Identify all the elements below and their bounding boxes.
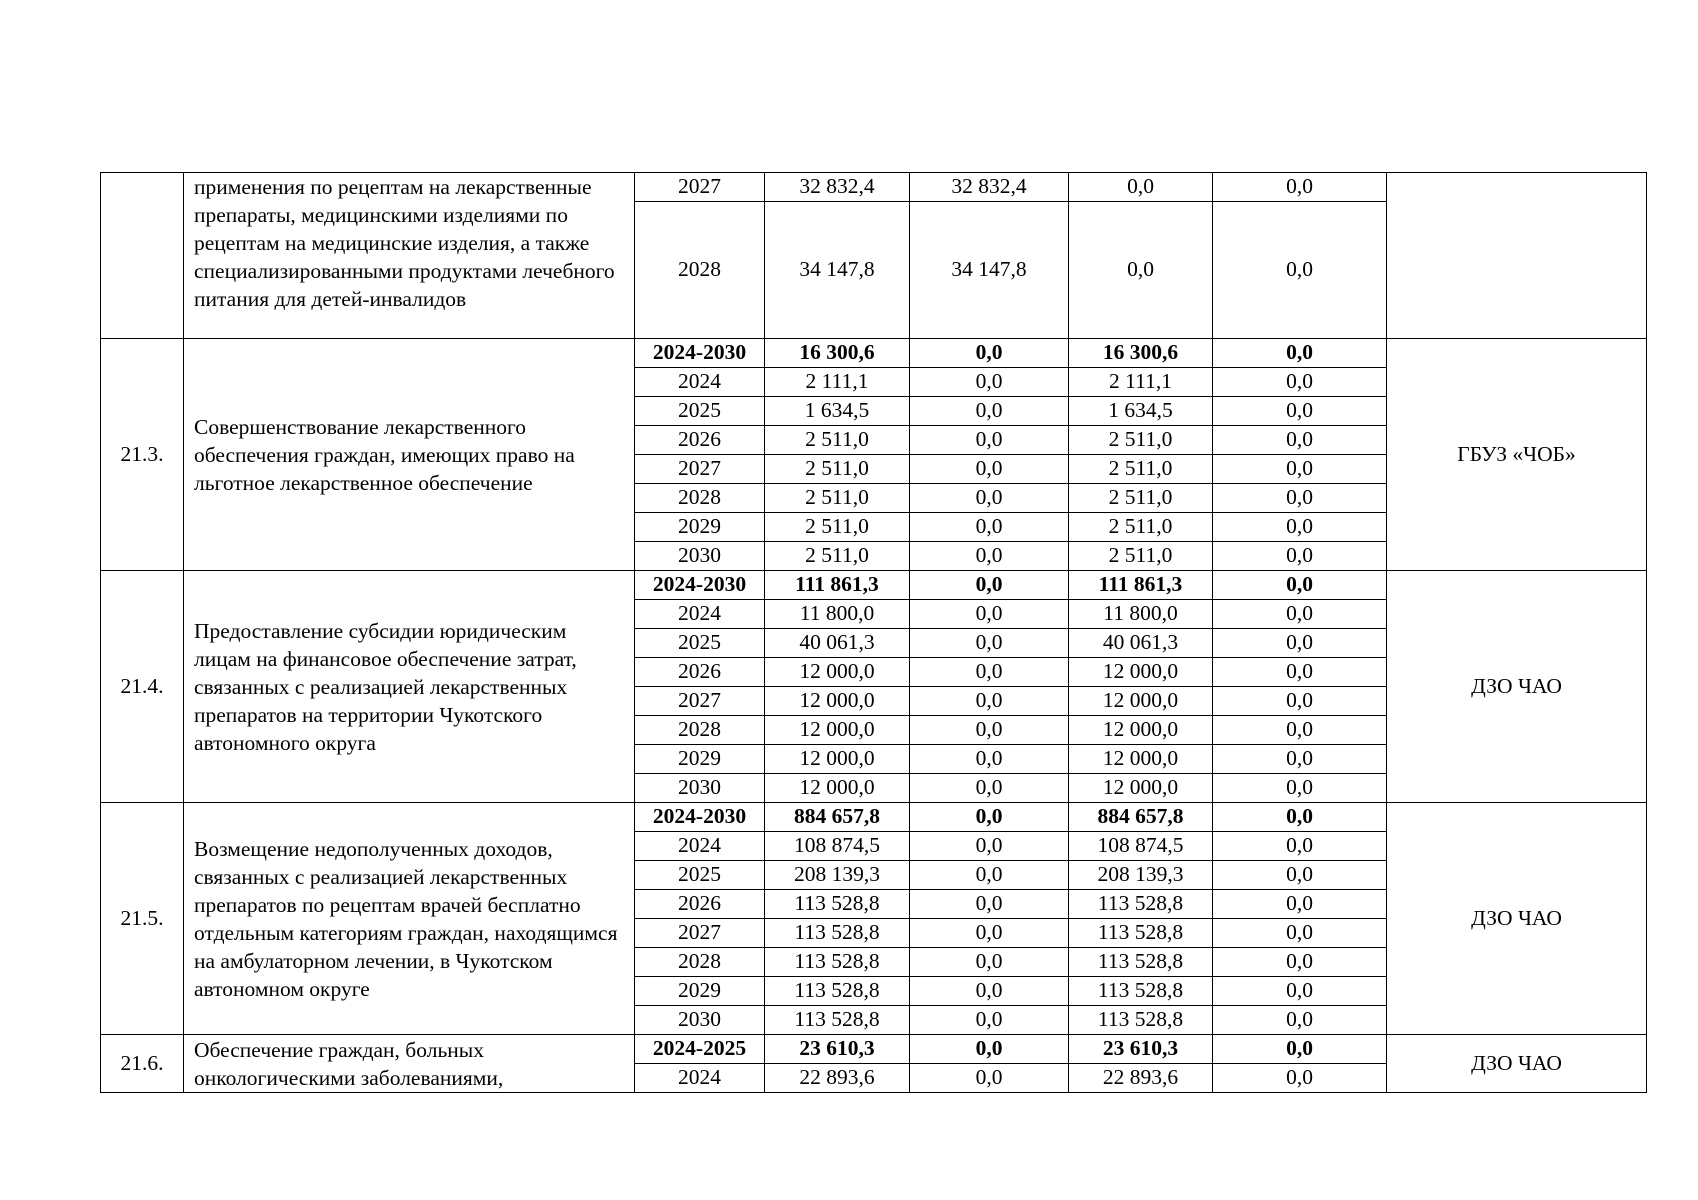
federal-budget-cell: 0,0: [910, 1064, 1069, 1093]
regional-budget-cell: 16 300,6: [1069, 339, 1213, 368]
total-row: [101, 571, 1647, 600]
period-cell: 2026: [635, 658, 765, 687]
total-amount-cell: 2 511,0: [765, 542, 910, 571]
other-sources-cell: 0,0: [1213, 977, 1387, 1006]
regional-budget-cell: 2 511,0: [1069, 455, 1213, 484]
period-cell: 2024-2025: [635, 1035, 765, 1064]
other-sources-cell: 0,0: [1213, 745, 1387, 774]
total-amount-cell: 34 147,8: [765, 202, 910, 339]
total-row: [101, 803, 1647, 832]
other-sources-cell: 0,0: [1213, 426, 1387, 455]
other-sources-cell: 0,0: [1213, 1035, 1387, 1064]
federal-budget-cell: 0,0: [910, 687, 1069, 716]
period-cell: 2027: [635, 173, 765, 202]
other-sources-cell: 0,0: [1213, 658, 1387, 687]
federal-budget-cell: 0,0: [910, 571, 1069, 600]
federal-budget-cell: 0,0: [910, 542, 1069, 571]
federal-budget-cell: 0,0: [910, 745, 1069, 774]
regional-budget-cell: 2 511,0: [1069, 426, 1213, 455]
other-sources-cell: 0,0: [1213, 774, 1387, 803]
federal-budget-cell: 0,0: [910, 426, 1069, 455]
federal-budget-cell: 0,0: [910, 629, 1069, 658]
item-number: 21.6.: [101, 1035, 184, 1093]
other-sources-cell: 0,0: [1213, 803, 1387, 832]
other-sources-cell: 0,0: [1213, 173, 1387, 202]
total-row: [101, 339, 1647, 368]
item-number: 21.4.: [101, 571, 184, 803]
budget-table: [100, 172, 1647, 1093]
total-amount-cell: 16 300,6: [765, 339, 910, 368]
regional-budget-cell: 2 511,0: [1069, 484, 1213, 513]
item-description: Возмещение недополученных доходов, связанных с реализацией лекарственных препаратов по рецептам врачей бесплатно отдельным категориям граждан, находящимся на амбулаторном лечении, в Чукотском автономном округе: [184, 803, 635, 1035]
period-cell: 2028: [635, 202, 765, 339]
total-amount-cell: 11 800,0: [765, 600, 910, 629]
total-amount-cell: 40 061,3: [765, 629, 910, 658]
total-amount-cell: 12 000,0: [765, 687, 910, 716]
period-cell: 2026: [635, 426, 765, 455]
period-cell: 2028: [635, 948, 765, 977]
other-sources-cell: 0,0: [1213, 397, 1387, 426]
regional-budget-cell: 2 111,1: [1069, 368, 1213, 397]
item-description: Совершенствование лекарственного обеспечения граждан, имеющих право на льготное лекарственное обеспечение: [184, 339, 635, 571]
responsible-executor: ДЗО ЧАО: [1387, 571, 1647, 803]
federal-budget-cell: 0,0: [910, 919, 1069, 948]
federal-budget-cell: 0,0: [910, 1006, 1069, 1035]
federal-budget-cell: 0,0: [910, 455, 1069, 484]
regional-budget-cell: 23 610,3: [1069, 1035, 1213, 1064]
federal-budget-cell: 0,0: [910, 948, 1069, 977]
period-cell: 2024: [635, 368, 765, 397]
total-amount-cell: 113 528,8: [765, 919, 910, 948]
regional-budget-cell: 12 000,0: [1069, 774, 1213, 803]
total-amount-cell: 113 528,8: [765, 948, 910, 977]
other-sources-cell: 0,0: [1213, 629, 1387, 658]
period-cell: 2025: [635, 629, 765, 658]
federal-budget-cell: 0,0: [910, 513, 1069, 542]
period-cell: 2029: [635, 745, 765, 774]
total-amount-cell: 113 528,8: [765, 1006, 910, 1035]
other-sources-cell: 0,0: [1213, 571, 1387, 600]
federal-budget-cell: 32 832,4: [910, 173, 1069, 202]
period-cell: 2024: [635, 600, 765, 629]
federal-budget-cell: 0,0: [910, 832, 1069, 861]
regional-budget-cell: 2 511,0: [1069, 542, 1213, 571]
other-sources-cell: 0,0: [1213, 455, 1387, 484]
period-cell: 2024-2030: [635, 339, 765, 368]
total-amount-cell: 2 111,1: [765, 368, 910, 397]
federal-budget-cell: 0,0: [910, 339, 1069, 368]
regional-budget-cell: 12 000,0: [1069, 745, 1213, 774]
other-sources-cell: 0,0: [1213, 687, 1387, 716]
period-cell: 2026: [635, 890, 765, 919]
total-amount-cell: 12 000,0: [765, 774, 910, 803]
federal-budget-cell: 0,0: [910, 600, 1069, 629]
regional-budget-cell: 113 528,8: [1069, 977, 1213, 1006]
period-cell: 2028: [635, 484, 765, 513]
responsible-executor: [1387, 173, 1647, 339]
other-sources-cell: 0,0: [1213, 339, 1387, 368]
federal-budget-cell: 0,0: [910, 890, 1069, 919]
period-cell: 2024: [635, 832, 765, 861]
regional-budget-cell: 111 861,3: [1069, 571, 1213, 600]
regional-budget-cell: 12 000,0: [1069, 658, 1213, 687]
total-amount-cell: 113 528,8: [765, 890, 910, 919]
federal-budget-cell: 0,0: [910, 658, 1069, 687]
period-cell: 2027: [635, 455, 765, 484]
period-cell: 2024-2030: [635, 803, 765, 832]
other-sources-cell: 0,0: [1213, 861, 1387, 890]
responsible-executor: ДЗО ЧАО: [1387, 1035, 1647, 1093]
other-sources-cell: 0,0: [1213, 600, 1387, 629]
period-cell: 2029: [635, 977, 765, 1006]
regional-budget-cell: 1 634,5: [1069, 397, 1213, 426]
regional-budget-cell: 12 000,0: [1069, 716, 1213, 745]
total-amount-cell: 22 893,6: [765, 1064, 910, 1093]
regional-budget-cell: 11 800,0: [1069, 600, 1213, 629]
regional-budget-cell: 113 528,8: [1069, 1006, 1213, 1035]
other-sources-cell: 0,0: [1213, 368, 1387, 397]
item-number: [101, 173, 184, 339]
total-amount-cell: 2 511,0: [765, 426, 910, 455]
total-amount-cell: 12 000,0: [765, 716, 910, 745]
federal-budget-cell: 0,0: [910, 977, 1069, 1006]
other-sources-cell: 0,0: [1213, 542, 1387, 571]
regional-budget-cell: 113 528,8: [1069, 890, 1213, 919]
table-row: [101, 173, 1647, 202]
federal-budget-cell: 0,0: [910, 803, 1069, 832]
other-sources-cell: 0,0: [1213, 919, 1387, 948]
regional-budget-cell: 108 874,5: [1069, 832, 1213, 861]
period-cell: 2024-2030: [635, 571, 765, 600]
total-amount-cell: 23 610,3: [765, 1035, 910, 1064]
other-sources-cell: 0,0: [1213, 832, 1387, 861]
total-amount-cell: 111 861,3: [765, 571, 910, 600]
federal-budget-cell: 34 147,8: [910, 202, 1069, 339]
period-cell: 2025: [635, 861, 765, 890]
total-amount-cell: 32 832,4: [765, 173, 910, 202]
federal-budget-cell: 0,0: [910, 774, 1069, 803]
total-amount-cell: 113 528,8: [765, 977, 910, 1006]
period-cell: 2030: [635, 774, 765, 803]
period-cell: 2030: [635, 1006, 765, 1035]
period-cell: 2024: [635, 1064, 765, 1093]
period-cell: 2029: [635, 513, 765, 542]
federal-budget-cell: 0,0: [910, 716, 1069, 745]
other-sources-cell: 0,0: [1213, 890, 1387, 919]
item-number: 21.3.: [101, 339, 184, 571]
regional-budget-cell: 40 061,3: [1069, 629, 1213, 658]
other-sources-cell: 0,0: [1213, 513, 1387, 542]
total-row: [101, 1035, 1647, 1064]
total-amount-cell: 12 000,0: [765, 745, 910, 774]
regional-budget-cell: 22 893,6: [1069, 1064, 1213, 1093]
federal-budget-cell: 0,0: [910, 861, 1069, 890]
regional-budget-cell: 2 511,0: [1069, 513, 1213, 542]
other-sources-cell: 0,0: [1213, 202, 1387, 339]
period-cell: 2027: [635, 687, 765, 716]
regional-budget-cell: 12 000,0: [1069, 687, 1213, 716]
period-cell: 2027: [635, 919, 765, 948]
regional-budget-cell: 113 528,8: [1069, 919, 1213, 948]
period-cell: 2025: [635, 397, 765, 426]
period-cell: 2030: [635, 542, 765, 571]
regional-budget-cell: 208 139,3: [1069, 861, 1213, 890]
total-amount-cell: 108 874,5: [765, 832, 910, 861]
total-amount-cell: 884 657,8: [765, 803, 910, 832]
regional-budget-cell: 0,0: [1069, 173, 1213, 202]
federal-budget-cell: 0,0: [910, 368, 1069, 397]
federal-budget-cell: 0,0: [910, 484, 1069, 513]
total-amount-cell: 2 511,0: [765, 484, 910, 513]
responsible-executor: ГБУЗ «ЧОБ»: [1387, 339, 1647, 571]
regional-budget-cell: 113 528,8: [1069, 948, 1213, 977]
total-amount-cell: 2 511,0: [765, 513, 910, 542]
total-amount-cell: 208 139,3: [765, 861, 910, 890]
other-sources-cell: 0,0: [1213, 948, 1387, 977]
period-cell: 2028: [635, 716, 765, 745]
federal-budget-cell: 0,0: [910, 397, 1069, 426]
item-number: 21.5.: [101, 803, 184, 1035]
total-amount-cell: 12 000,0: [765, 658, 910, 687]
total-amount-cell: 1 634,5: [765, 397, 910, 426]
federal-budget-cell: 0,0: [910, 1035, 1069, 1064]
other-sources-cell: 0,0: [1213, 1064, 1387, 1093]
other-sources-cell: 0,0: [1213, 1006, 1387, 1035]
regional-budget-cell: 0,0: [1069, 202, 1213, 339]
regional-budget-cell: 884 657,8: [1069, 803, 1213, 832]
responsible-executor: ДЗО ЧАО: [1387, 803, 1647, 1035]
item-description: Предоставление субсидии юридическим лицам на финансовое обеспечение затрат, связанных с реализацией лекарственных препаратов на территории Чукотского автономного округа: [184, 571, 635, 803]
other-sources-cell: 0,0: [1213, 484, 1387, 513]
item-description: применения по рецептам на лекарственные препараты, медицинскими изделиями по рецептам на медицинские изделия, а также специализированными продуктами лечебного питания для детей-инвалидов: [184, 173, 635, 339]
item-description: Обеспечение граждан, больных онкологическими заболеваниями,: [184, 1035, 635, 1093]
total-amount-cell: 2 511,0: [765, 455, 910, 484]
other-sources-cell: 0,0: [1213, 716, 1387, 745]
